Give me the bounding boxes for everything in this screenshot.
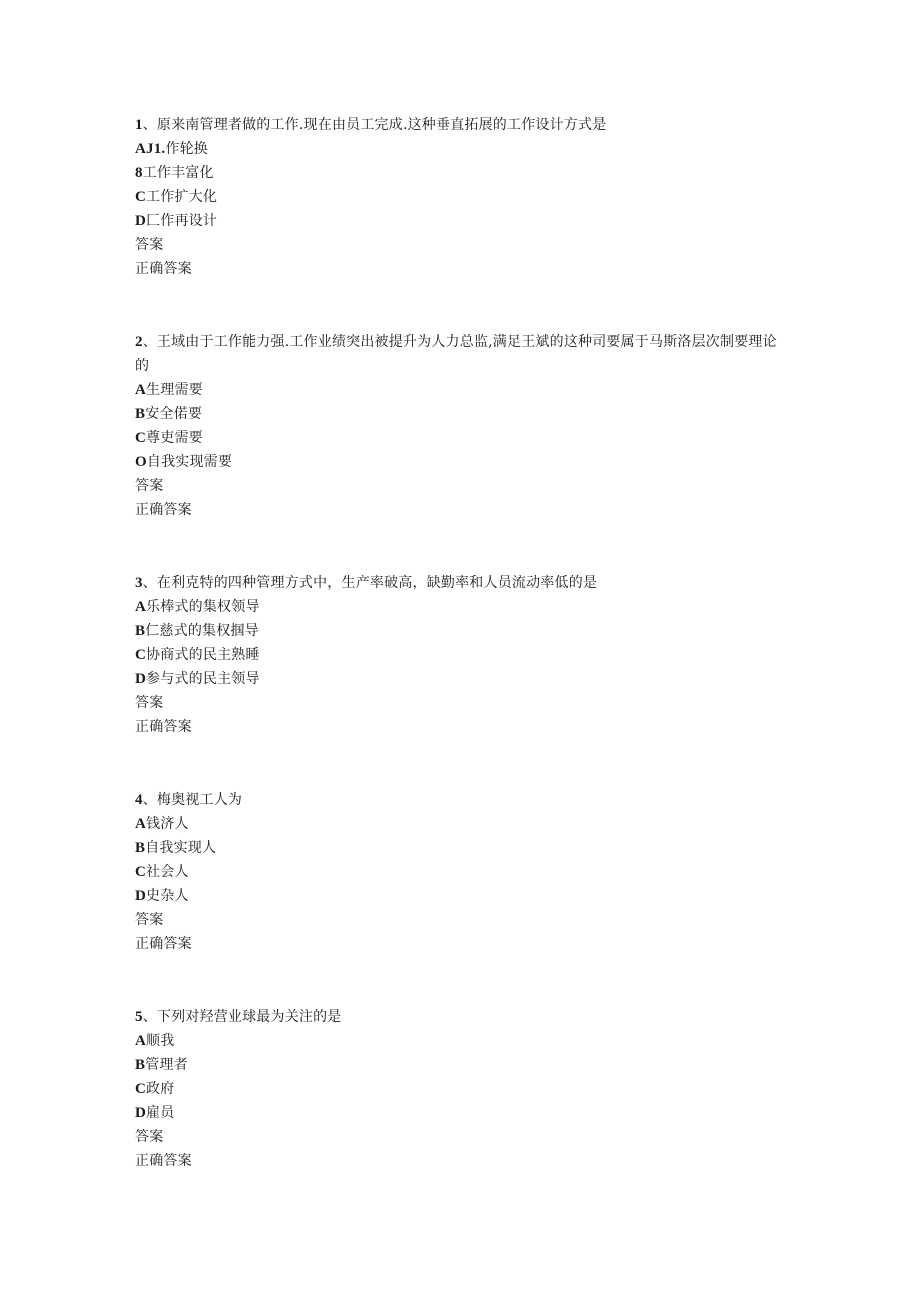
option-a xyxy=(135,812,785,836)
option-text: 乐棒式的集权领导 xyxy=(146,599,260,615)
question-4 xyxy=(135,788,785,956)
question-text: 、梅奥视工人为 xyxy=(142,792,243,808)
option-a xyxy=(135,595,785,619)
option-text: 自我实现需要 xyxy=(146,454,233,470)
correct-answer-label: 正确答案 xyxy=(135,1153,192,1169)
option-a xyxy=(135,137,785,161)
correct-answer-label: 正确答案 xyxy=(135,261,192,277)
option-letter: C xyxy=(135,189,147,205)
question-number: 3 xyxy=(135,575,143,591)
option-b xyxy=(135,1053,785,1077)
option-letter: A xyxy=(135,1033,147,1049)
option-text: 仁慈式的集权掴导 xyxy=(145,623,259,639)
option-letter: B xyxy=(135,1057,146,1073)
option-text: 安全偌要 xyxy=(145,406,203,422)
option-text: 政府 xyxy=(146,1081,175,1097)
option-text: 生理需要 xyxy=(146,382,203,398)
answer-label: 答案 xyxy=(135,1129,164,1145)
option-text: 自我实现人 xyxy=(145,840,217,856)
question-number: 1 xyxy=(135,117,143,133)
option-text: 顺我 xyxy=(146,1033,175,1049)
question-stem xyxy=(135,1005,785,1029)
option-a xyxy=(135,378,785,402)
option-letter: O xyxy=(135,454,147,470)
option-text: 参与式的民主领导 xyxy=(146,671,260,687)
option-d xyxy=(135,209,785,233)
correct-answer-label: 正确答案 xyxy=(135,719,192,735)
correct-answer-label: 正确答案 xyxy=(135,936,192,952)
option-text: 工作扩大化 xyxy=(146,189,218,205)
option-c xyxy=(135,643,785,667)
question-number: 2 xyxy=(135,334,143,350)
answer-label: 答案 xyxy=(135,695,164,711)
option-text: 雇员 xyxy=(146,1105,175,1121)
option-d xyxy=(135,1101,785,1125)
question-text: 、下列对羟营业球最为关注的是 xyxy=(142,1009,342,1025)
option-letter: B xyxy=(135,840,146,856)
option-letter: D xyxy=(135,888,147,904)
option-b xyxy=(135,836,785,860)
option-b xyxy=(135,402,785,426)
option-letter: D xyxy=(135,1105,147,1121)
option-letter: D xyxy=(135,213,147,229)
option-c xyxy=(135,1077,785,1101)
option-c xyxy=(135,185,785,209)
question-text: 、王域由于工作能力强.工作业绩突出被提升为人力总监,满足王斌的这种司要属于马斯洛层次制要理论的 xyxy=(135,334,777,374)
answer-label: 答案 xyxy=(135,237,164,253)
question-number: 5 xyxy=(135,1009,143,1025)
option-b xyxy=(135,161,785,185)
question-number: 4 xyxy=(135,792,143,808)
option-text: 尊吏需要 xyxy=(146,430,203,446)
question-stem xyxy=(135,330,785,378)
option-letter: 8 xyxy=(135,165,143,181)
option-text: 社会人 xyxy=(146,864,189,880)
correct-answer-label: 正确答案 xyxy=(135,502,192,518)
question-5 xyxy=(135,1005,785,1173)
question-stem xyxy=(135,788,785,812)
option-c xyxy=(135,426,785,450)
option-d xyxy=(135,667,785,691)
answer-label: 答案 xyxy=(135,478,164,494)
option-letter: A xyxy=(135,382,147,398)
option-c xyxy=(135,860,785,884)
question-1 xyxy=(135,113,785,281)
option-letter: C xyxy=(135,430,147,446)
option-letter: A xyxy=(135,599,147,615)
question-text: 、在利克特的四种管理方式中，生产率破高，缺勤率和人员流动率低的是 xyxy=(142,575,598,591)
option-text: 作轮换 xyxy=(165,141,208,157)
question-2 xyxy=(135,330,785,522)
option-letter: C xyxy=(135,1081,147,1097)
option-a xyxy=(135,1029,785,1053)
option-text: 史杂人 xyxy=(146,888,189,904)
option-text: 钱济人 xyxy=(146,816,189,832)
document-page xyxy=(135,113,785,1173)
option-d xyxy=(135,450,785,474)
question-stem xyxy=(135,571,785,595)
question-3 xyxy=(135,571,785,739)
option-b xyxy=(135,619,785,643)
question-text: 、原来南管理者做的工作.现在由员工完成.这种垂直拓展的工作设计方式是 xyxy=(142,117,607,133)
option-letter: AJ1. xyxy=(135,141,166,157)
option-letter: D xyxy=(135,671,147,687)
option-text: 管理者 xyxy=(145,1057,188,1073)
option-letter: B xyxy=(135,406,146,422)
option-text: 匚作再设计 xyxy=(146,213,218,229)
option-letter: A xyxy=(135,816,147,832)
option-letter: C xyxy=(135,647,147,663)
option-text: 协商式的民主熟睡 xyxy=(146,647,260,663)
option-text: 工作丰富化 xyxy=(142,165,214,181)
option-d xyxy=(135,884,785,908)
option-letter: B xyxy=(135,623,146,639)
question-stem xyxy=(135,113,785,137)
option-letter: C xyxy=(135,864,147,880)
answer-label: 答案 xyxy=(135,912,164,928)
